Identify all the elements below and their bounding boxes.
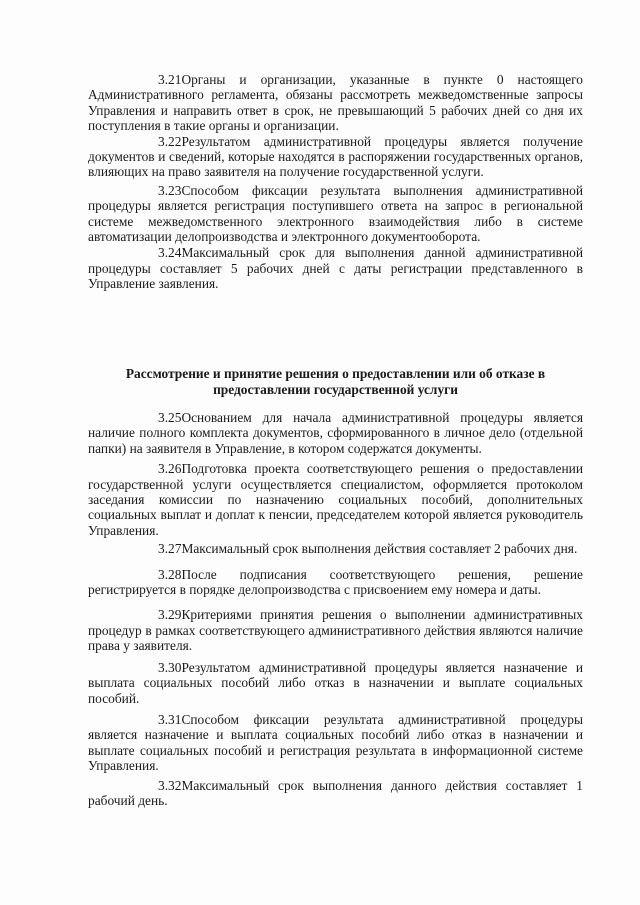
paragraph-number: 3.27 — [158, 541, 182, 557]
paragraph-3-29 — [88, 607, 583, 653]
section-heading-line-1: Рассмотрение и принятие решения о предоставлении или об отказе в — [125, 366, 546, 381]
paragraph-3-26 — [88, 461, 583, 538]
paragraph-text: Максимальный срок выполнения данного действия составляет 1 рабочий день. — [88, 777, 583, 808]
paragraph-text: Результатом административной процедуры является получение документов и сведений, которые находятся в распоряжении государственных органов, влияющих на право заявителя на получение государственной услуги. — [88, 133, 583, 180]
paragraph-text: Основанием для начала административной процедуры является наличие полного комплекта документов, сформированного в личное дело (отдельной папки) на заявителя в Управление, в котором содержатся документы. — [88, 410, 583, 456]
paragraph-number: 3.21 — [158, 72, 182, 87]
paragraph-text: Способом фиксации результата выполнения административной процедуры является регистрация поступившего ответа на запрос в региональной системе межведомственного электронного взаимодействия либо в системе автоматизации делопроизводства и электронного документооборота. — [88, 182, 583, 245]
paragraph-3-30 — [88, 660, 583, 706]
section-heading — [88, 366, 583, 398]
paragraph-number: 3.32 — [158, 777, 182, 793]
paragraph-3-28 — [88, 567, 583, 598]
paragraph-number: 3.31 — [158, 711, 182, 727]
paragraph-3-31 — [88, 712, 583, 774]
paragraph-3-22 — [88, 134, 583, 180]
paragraph-number: 3.26 — [158, 461, 182, 477]
paragraph-text: Способом фиксации результата административной процедуры является назначение и выплата социальных пособий либо отказ в назначении и выплате социальных пособий и регистрация результата в информационной системе Управления. — [88, 711, 583, 774]
paragraph-number: 3.30 — [158, 659, 182, 675]
section-decision-block — [88, 410, 583, 808]
section-intro-block — [88, 72, 583, 292]
paragraph-number: 3.24 — [158, 245, 182, 261]
paragraph-3-27 — [88, 541, 583, 556]
paragraph-text: Подготовка проекта соответствующего решения о предоставлении государственной услуги осуществляется специалистом, оформляется протоколом заседания комиссии по назначению социальных пособий, дополнительных социальных выплат и доплат к пенсии, председателем которой является руководитель Управления. — [88, 461, 583, 538]
paragraph-3-24 — [88, 245, 583, 291]
paragraph-number: 3.29 — [158, 607, 182, 623]
paragraph-number: 3.28 — [158, 566, 182, 582]
paragraph-number: 3.23 — [158, 182, 182, 198]
paragraph-3-21 — [88, 72, 583, 134]
paragraph-text: Органы и организации, указанные в пункте 0 настоящего Административного регламента, обязаны рассмотреть межведомственные запросы Управления и направить ответ в срок, не превышающий 5 рабочих дней со дня их поступления в такие органы и организации. — [88, 72, 583, 134]
paragraph-text: Максимальный срок выполнения действия составляет 2 рабочих дня. — [181, 541, 578, 557]
paragraph-text: Результатом административной процедуры является назначение и выплата социальных пособий либо отказ в назначении и выплате социальных пособий. — [88, 659, 583, 706]
section-heading-line-2: предоставлении государственной услуги — [213, 382, 458, 397]
paragraph-text: После подписания соответствующего решения, решение регистрируется в порядке делопроизводства с присвоением ему номера и даты. — [88, 566, 583, 598]
paragraph-text: Критериями принятия решения о выполнении административных процедур в рамках соответствующего административного действия являются наличие права у заявителя. — [88, 607, 583, 654]
paragraph-3-32 — [88, 778, 583, 809]
paragraph-3-25 — [88, 410, 583, 456]
paragraph-text: Максимальный срок для выполнения данной административной процедуры составляет 5 рабочих дней с даты регистрации представленного в Управление заявления. — [88, 245, 583, 292]
paragraph-number: 3.22 — [158, 133, 182, 149]
paragraph-number: 3.25 — [158, 410, 182, 425]
paragraph-3-23 — [88, 183, 583, 245]
